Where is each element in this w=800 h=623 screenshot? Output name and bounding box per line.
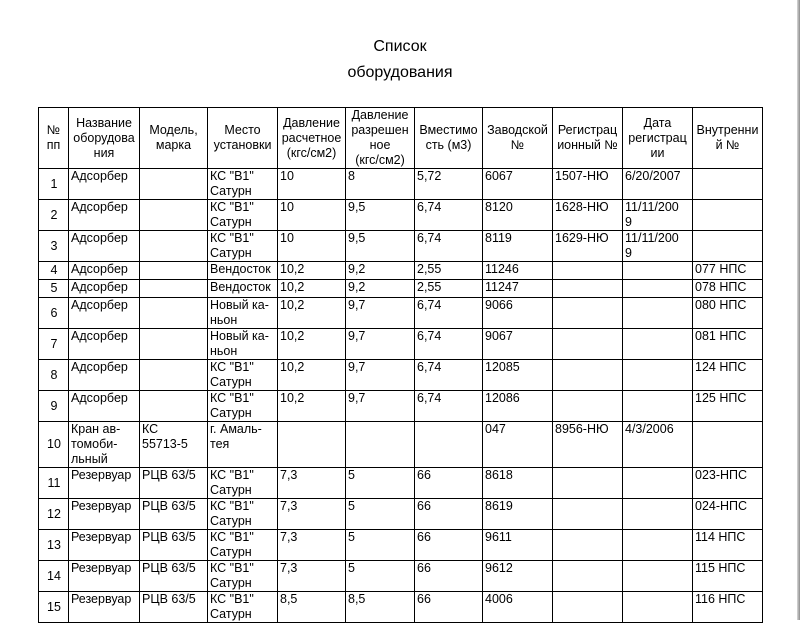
equipment-name: Адсорбер: [69, 231, 140, 262]
design-pressure: 10,2: [278, 360, 346, 391]
model: [140, 231, 208, 262]
header-registration-number: Регистрац ионный №: [553, 108, 623, 169]
design-pressure: [278, 422, 346, 468]
registration-date: [623, 592, 693, 623]
serial-number: 8619: [483, 499, 553, 530]
registration-date: 11/11/200 9: [623, 200, 693, 231]
capacity: 6,74: [415, 298, 483, 329]
serial-number: 9067: [483, 329, 553, 360]
allowed-pressure: 9,7: [346, 360, 415, 391]
capacity: 66: [415, 499, 483, 530]
location: КС "В1" Сатурн: [208, 592, 278, 623]
design-pressure: 10,2: [278, 298, 346, 329]
table-row: [39, 280, 763, 298]
table-row: [39, 200, 763, 231]
model: [140, 329, 208, 360]
design-pressure: 10,2: [278, 262, 346, 280]
model: КС 55713-5: [140, 422, 208, 468]
table-row: [39, 262, 763, 280]
model: РЦВ 63/5: [140, 499, 208, 530]
allowed-pressure: 9,2: [346, 280, 415, 298]
row-number: 6: [39, 298, 69, 329]
header-equipment-name: Название оборудова ния: [69, 108, 140, 169]
equipment-name: Адсорбер: [69, 262, 140, 280]
model: РЦВ 63/5: [140, 530, 208, 561]
model: [140, 298, 208, 329]
allowed-pressure: 9,7: [346, 329, 415, 360]
capacity: 66: [415, 530, 483, 561]
equipment-name: Адсорбер: [69, 280, 140, 298]
serial-number: 8119: [483, 231, 553, 262]
serial-number: 9612: [483, 561, 553, 592]
internal-number: 023-НПС: [693, 468, 763, 499]
header-row: [39, 108, 763, 169]
serial-number: 11246: [483, 262, 553, 280]
model: [140, 169, 208, 200]
table-row: [39, 499, 763, 530]
header-location: Место установки: [208, 108, 278, 169]
registration-number: [553, 298, 623, 329]
internal-number: 077 НПС: [693, 262, 763, 280]
row-number: 2: [39, 200, 69, 231]
table-row: [39, 298, 763, 329]
table-row: [39, 561, 763, 592]
capacity: [415, 422, 483, 468]
internal-number: [693, 169, 763, 200]
allowed-pressure: 5: [346, 530, 415, 561]
equipment-name: Адсорбер: [69, 360, 140, 391]
header-number: № пп: [39, 108, 69, 169]
location: г. Амаль- тея: [208, 422, 278, 468]
table-header: [39, 108, 763, 169]
table-row: [39, 231, 763, 262]
location: КС "В1" Сатурн: [208, 468, 278, 499]
header-serial-number: Заводской №: [483, 108, 553, 169]
internal-number: 116 НПС: [693, 592, 763, 623]
registration-date: 6/20/2007: [623, 169, 693, 200]
design-pressure: 7,3: [278, 499, 346, 530]
row-number: 7: [39, 329, 69, 360]
table-row: [39, 592, 763, 623]
allowed-pressure: 9,5: [346, 231, 415, 262]
registration-date: [623, 391, 693, 422]
registration-number: [553, 391, 623, 422]
internal-number: [693, 422, 763, 468]
serial-number: 12086: [483, 391, 553, 422]
internal-number: 115 НПС: [693, 561, 763, 592]
registration-number: [553, 280, 623, 298]
location: Вендосток: [208, 280, 278, 298]
capacity: 66: [415, 468, 483, 499]
allowed-pressure: 9,7: [346, 298, 415, 329]
equipment-table: [38, 107, 763, 623]
registration-date: [623, 298, 693, 329]
capacity: 66: [415, 592, 483, 623]
model: [140, 360, 208, 391]
row-number: 3: [39, 231, 69, 262]
design-pressure: 8,5: [278, 592, 346, 623]
serial-number: 9611: [483, 530, 553, 561]
registration-number: [553, 530, 623, 561]
row-number: 8: [39, 360, 69, 391]
capacity: 2,55: [415, 262, 483, 280]
internal-number: 125 НПС: [693, 391, 763, 422]
internal-number: [693, 231, 763, 262]
registration-date: [623, 262, 693, 280]
model: [140, 200, 208, 231]
table-row: [39, 422, 763, 468]
table-row: [39, 360, 763, 391]
serial-number: 8120: [483, 200, 553, 231]
serial-number: 12085: [483, 360, 553, 391]
internal-number: 124 НПС: [693, 360, 763, 391]
design-pressure: 7,3: [278, 468, 346, 499]
equipment-name: Адсорбер: [69, 298, 140, 329]
serial-number: 047: [483, 422, 553, 468]
model: РЦВ 63/5: [140, 592, 208, 623]
row-number: 14: [39, 561, 69, 592]
registration-number: 1507-НЮ: [553, 169, 623, 200]
row-number: 10: [39, 422, 69, 468]
row-number: 13: [39, 530, 69, 561]
registration-date: [623, 561, 693, 592]
table-row: [39, 530, 763, 561]
internal-number: [693, 200, 763, 231]
allowed-pressure: 5: [346, 468, 415, 499]
location: КС "В1" Сатурн: [208, 200, 278, 231]
allowed-pressure: 5: [346, 561, 415, 592]
model: [140, 262, 208, 280]
design-pressure: 10,2: [278, 391, 346, 422]
design-pressure: 10: [278, 231, 346, 262]
registration-date: 4/3/2006: [623, 422, 693, 468]
serial-number: 8618: [483, 468, 553, 499]
allowed-pressure: 5: [346, 499, 415, 530]
registration-number: [553, 468, 623, 499]
registration-date: [623, 329, 693, 360]
location: КС "В1" Сатурн: [208, 231, 278, 262]
design-pressure: 10: [278, 169, 346, 200]
equipment-name: Резервуар: [69, 499, 140, 530]
location: КС "В1" Сатурн: [208, 391, 278, 422]
registration-date: [623, 499, 693, 530]
header-capacity: Вместимо сть (м3): [415, 108, 483, 169]
registration-number: [553, 360, 623, 391]
document-title-line-1: Список: [373, 38, 427, 55]
equipment-name: Адсорбер: [69, 200, 140, 231]
row-number: 11: [39, 468, 69, 499]
row-number: 4: [39, 262, 69, 280]
allowed-pressure: 9,7: [346, 391, 415, 422]
registration-number: 1629-НЮ: [553, 231, 623, 262]
registration-number: 1628-НЮ: [553, 200, 623, 231]
serial-number: 9066: [483, 298, 553, 329]
equipment-name: Резервуар: [69, 530, 140, 561]
equipment-name: Резервуар: [69, 468, 140, 499]
capacity: 6,74: [415, 200, 483, 231]
internal-number: 081 НПС: [693, 329, 763, 360]
internal-number: 080 НПС: [693, 298, 763, 329]
capacity: 5,72: [415, 169, 483, 200]
table-row: [39, 468, 763, 499]
design-pressure: 10,2: [278, 329, 346, 360]
location: КС "В1" Сатурн: [208, 530, 278, 561]
header-registration-date: Дата регистрац ии: [623, 108, 693, 169]
capacity: 6,74: [415, 329, 483, 360]
internal-number: 114 НПС: [693, 530, 763, 561]
registration-number: [553, 592, 623, 623]
location: Новый ка- ньон: [208, 298, 278, 329]
header-allowed-pressure: Давление разрешен ное (кгс/см2): [346, 108, 415, 169]
location: КС "В1" Сатурн: [208, 169, 278, 200]
allowed-pressure: 8: [346, 169, 415, 200]
table-body: [39, 169, 763, 623]
registration-number: 8956-НЮ: [553, 422, 623, 468]
row-number: 15: [39, 592, 69, 623]
equipment-name: Адсорбер: [69, 329, 140, 360]
serial-number: 6067: [483, 169, 553, 200]
document-title-line-2: оборудования: [347, 64, 453, 81]
capacity: 2,55: [415, 280, 483, 298]
serial-number: 11247: [483, 280, 553, 298]
registration-date: 11/11/200 9: [623, 231, 693, 262]
row-number: 12: [39, 499, 69, 530]
equipment-name: Резервуар: [69, 592, 140, 623]
equipment-name: Резервуар: [69, 561, 140, 592]
table-row: [39, 391, 763, 422]
design-pressure: 10,2: [278, 280, 346, 298]
allowed-pressure: 9,2: [346, 262, 415, 280]
model: РЦВ 63/5: [140, 468, 208, 499]
table-row: [39, 169, 763, 200]
internal-number: 024-НПС: [693, 499, 763, 530]
capacity: 66: [415, 561, 483, 592]
location: Новый ка- ньон: [208, 329, 278, 360]
design-pressure: 10: [278, 200, 346, 231]
equipment-name: Кран ав- томоби- льный: [69, 422, 140, 468]
registration-number: [553, 329, 623, 360]
registration-number: [553, 499, 623, 530]
registration-number: [553, 561, 623, 592]
header-model: Модель, марка: [140, 108, 208, 169]
capacity: 6,74: [415, 231, 483, 262]
table-row: [39, 329, 763, 360]
registration-date: [623, 280, 693, 298]
location: КС "В1" Сатурн: [208, 561, 278, 592]
equipment-name: Адсорбер: [69, 391, 140, 422]
allowed-pressure: [346, 422, 415, 468]
internal-number: 078 НПС: [693, 280, 763, 298]
allowed-pressure: 9,5: [346, 200, 415, 231]
capacity: 6,74: [415, 391, 483, 422]
registration-date: [623, 360, 693, 391]
equipment-name: Адсорбер: [69, 169, 140, 200]
registration-date: [623, 530, 693, 561]
location: КС "В1" Сатурн: [208, 499, 278, 530]
model: [140, 391, 208, 422]
model: [140, 280, 208, 298]
header-design-pressure: Давление расчетное (кгс/см2): [278, 108, 346, 169]
capacity: 6,74: [415, 360, 483, 391]
row-number: 1: [39, 169, 69, 200]
registration-date: [623, 468, 693, 499]
allowed-pressure: 8,5: [346, 592, 415, 623]
location: Вендосток: [208, 262, 278, 280]
registration-number: [553, 262, 623, 280]
row-number: 5: [39, 280, 69, 298]
location: КС "В1" Сатурн: [208, 360, 278, 391]
design-pressure: 7,3: [278, 561, 346, 592]
row-number: 9: [39, 391, 69, 422]
header-internal-number: Внутренни й №: [693, 108, 763, 169]
design-pressure: 7,3: [278, 530, 346, 561]
serial-number: 4006: [483, 592, 553, 623]
model: РЦВ 63/5: [140, 561, 208, 592]
